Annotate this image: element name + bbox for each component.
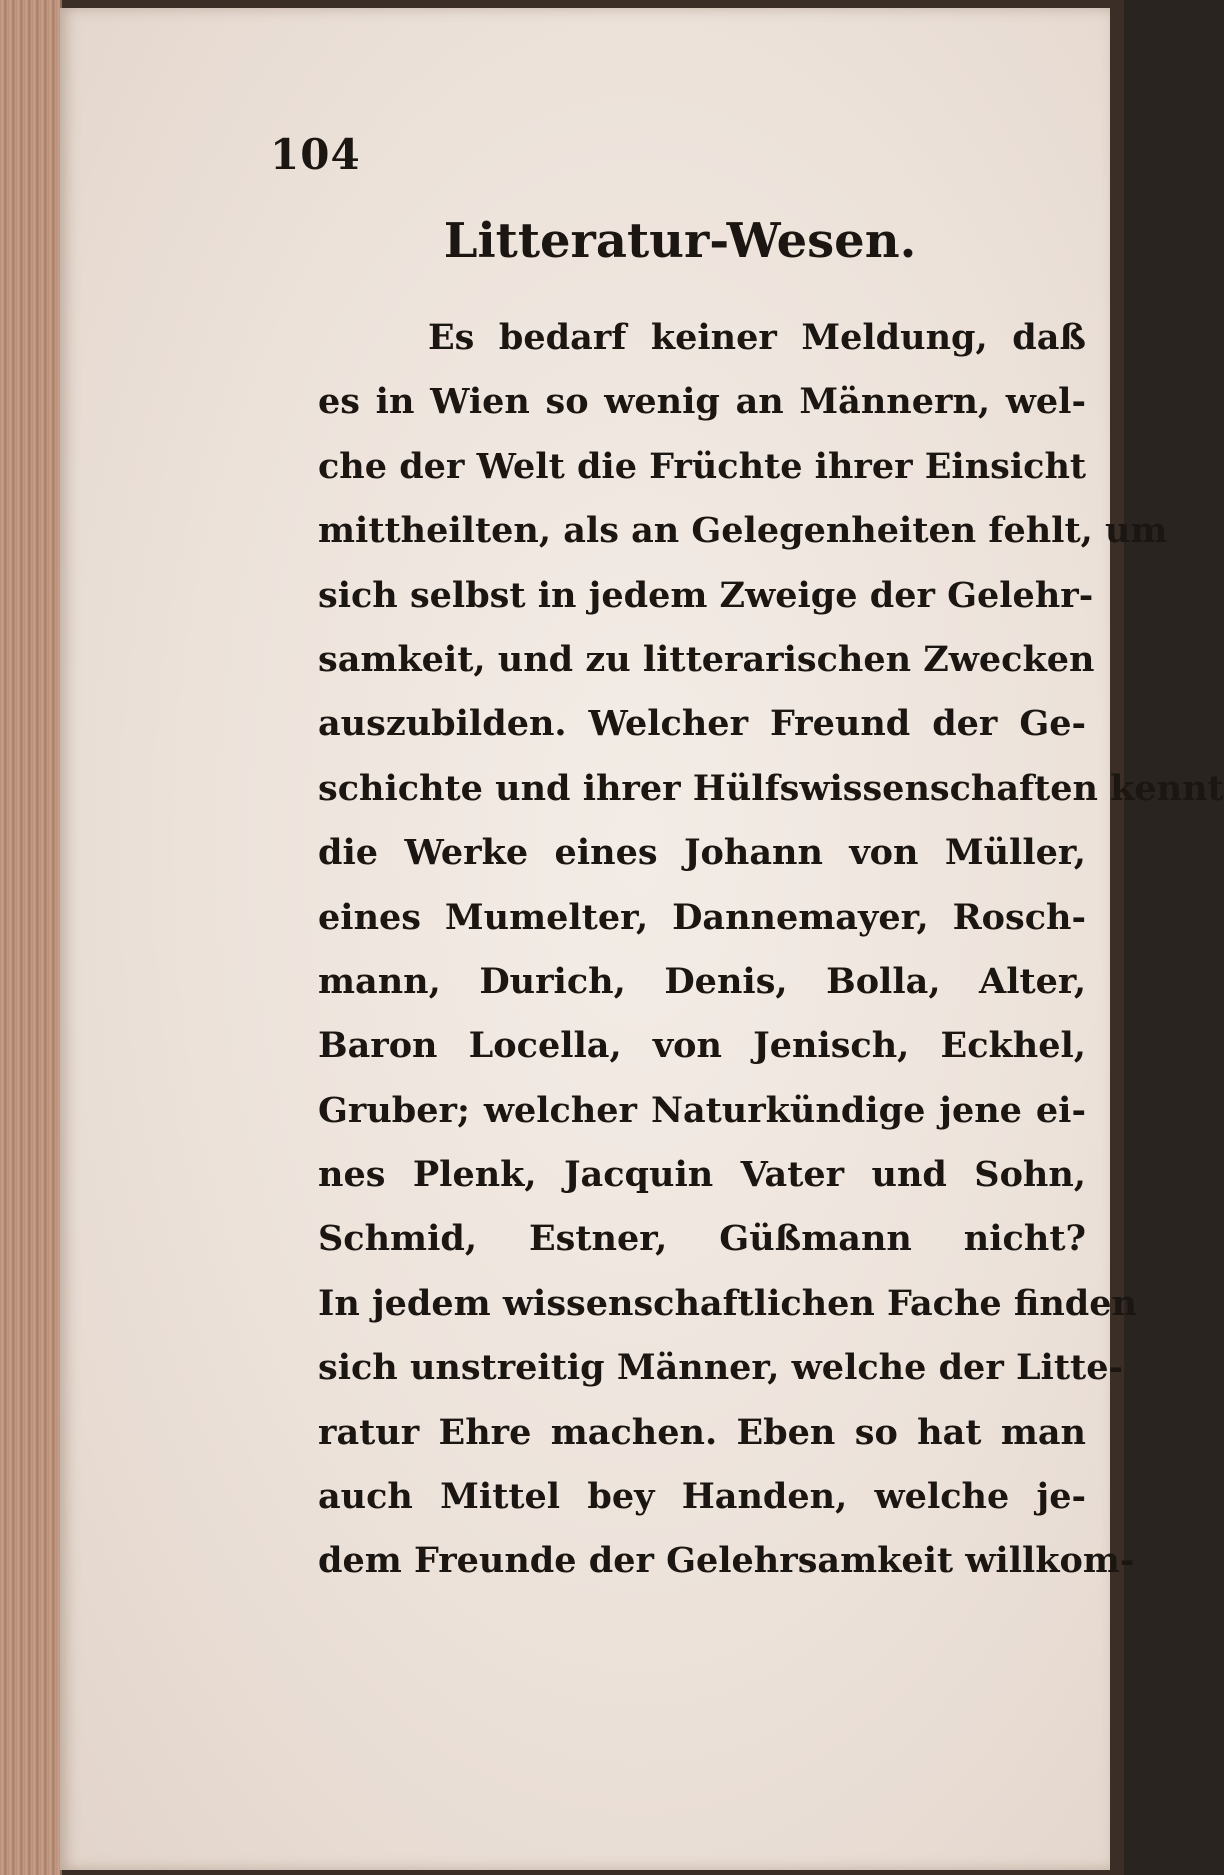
text-line: es in Wien so wenig an Männern, wel-: [318, 381, 1086, 423]
text-line: che der Welt die Früchte ihrer Einsicht: [318, 445, 1087, 487]
text-line: In jedem wissenschaftlichen Fache finden: [318, 1282, 1137, 1324]
text-line: dem Freunde der Gelehrsamkeit willkom-: [318, 1540, 1135, 1582]
page-number: 104: [270, 130, 361, 179]
text-line: sich selbst in jedem Zweige der Gelehr-: [318, 574, 1094, 616]
body-text: [318, 306, 1224, 1594]
text-line: nes Plenk, Jacquin Vater und Sohn,: [318, 1154, 1086, 1196]
text-line: eines Mumelter, Dannemayer, Rosch-: [318, 896, 1086, 938]
text-line: Baron Locella, von Jenisch, Eckhel,: [318, 1025, 1086, 1067]
text-line: mann, Durich, Denis, Bolla, Alter,: [318, 960, 1086, 1002]
text-line: samkeit, und zu litterarischen Zwecken: [318, 638, 1095, 680]
text-line: auch Mittel bey Handen, welche je-: [318, 1476, 1086, 1518]
text-line: Schmid, Estner, Güßmann nicht?: [318, 1218, 1086, 1260]
text-line: sich unstreitig Männer, welche der Litte-: [318, 1347, 1123, 1389]
page-edges: [0, 0, 62, 1875]
text-line: schichte und ihrer Hülfswissenschaften kennt: [318, 767, 1224, 809]
text-line: auszubilden. Welcher Freund der Ge-: [318, 703, 1086, 745]
book-page: [60, 8, 1224, 1870]
text-line: Es bedarf keiner Meldung, daß: [428, 317, 1086, 358]
text-line: Gruber; welcher Naturkündige jene ei-: [318, 1089, 1086, 1131]
text-line: ratur Ehre machen. Eben so hat man: [318, 1411, 1086, 1453]
section-heading: Litteratur-Wesen.: [443, 213, 917, 269]
text-line: die Werke eines Johann von Müller,: [318, 832, 1086, 874]
text-line: mittheilten, als an Gelegenheiten fehlt, um: [318, 510, 1168, 552]
